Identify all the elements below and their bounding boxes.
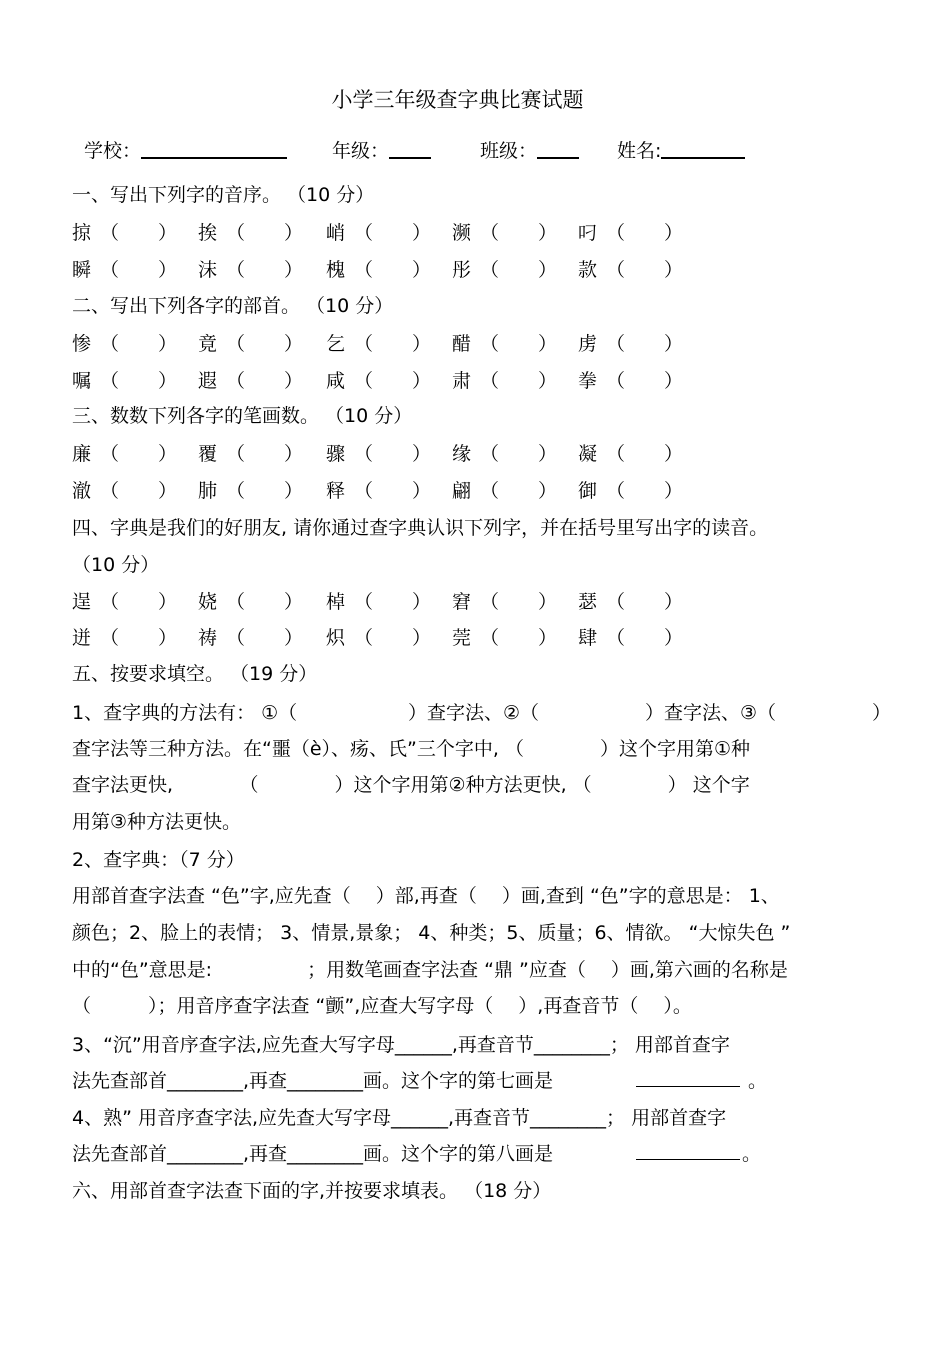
grade-blank[interactable] [389, 139, 431, 159]
answer-blank[interactable]: （ [354, 443, 374, 465]
answer-blank[interactable]: （ [100, 259, 120, 281]
name-blank[interactable] [661, 139, 745, 159]
q2-heading: 2、查字典：（7 分） [72, 849, 245, 871]
character: 槐 [326, 259, 346, 281]
answer-blank[interactable]: （ [480, 333, 500, 355]
answer-blank-close: ） [538, 259, 558, 281]
answer-blank[interactable]: （ [100, 627, 120, 649]
character: 凝 [578, 443, 598, 465]
answer-blank[interactable]: （ [226, 333, 246, 355]
character: 嘱 [72, 370, 92, 392]
answer-item [72, 476, 177, 503]
character: 肆 [578, 627, 598, 649]
answer-item [198, 366, 303, 393]
character: 醋 [452, 333, 472, 355]
character: 释 [326, 480, 346, 502]
answer-blank-close: ） [284, 591, 304, 613]
answer-blank[interactable]: （ [100, 443, 120, 465]
answer-blank-close: ） [158, 333, 178, 355]
answer-blank[interactable]: （ [606, 259, 626, 281]
character: 肃 [452, 370, 472, 392]
answer-blank-close: ） [158, 480, 178, 502]
answer-blank-close: ） [158, 627, 178, 649]
q4-line-2 [72, 1139, 792, 1167]
q4-line-1: 4、熟” 用音序查字法,应先查大写字母______,再查音节________； 用部首查字 [72, 1107, 727, 1129]
answer-blank[interactable]: （ [354, 370, 374, 392]
answer-item [198, 476, 303, 503]
q1-line-2: 查字法等三种方法。在“噩（è）、疡、氏”三个字中, （ ）这个字用第①种 [72, 738, 750, 760]
character: 莞 [452, 627, 472, 649]
character: 御 [578, 480, 598, 502]
name-label: 姓名: [617, 140, 662, 162]
answer-item [72, 587, 177, 614]
answer-item [452, 218, 557, 245]
character: 挨 [198, 222, 218, 244]
section-3-row-2 [72, 476, 772, 506]
answer-blank[interactable]: （ [354, 259, 374, 281]
character: 澈 [72, 480, 92, 502]
answer-item [578, 366, 683, 393]
answer-blank[interactable]: （ [226, 627, 246, 649]
answer-blank[interactable]: （ [100, 333, 120, 355]
answer-blank-close: ） [284, 222, 304, 244]
answer-blank-close: ） [664, 627, 684, 649]
answer-item [578, 255, 683, 282]
answer-blank[interactable]: （ [100, 591, 120, 613]
character: 迸 [72, 627, 92, 649]
answer-item [578, 218, 683, 245]
answer-blank-close: ） [538, 591, 558, 613]
answer-item [452, 329, 557, 356]
q2-line-3: 中的“色”意思是: ；用数笔画查字法查 “鼎 ”应查（ ）画,第六画的名称是 [72, 959, 788, 981]
answer-item [198, 439, 303, 466]
section-1-row-2 [72, 255, 772, 285]
answer-blank-close: ） [284, 480, 304, 502]
character: 濒 [452, 222, 472, 244]
answer-blank-close: ） [412, 591, 432, 613]
answer-blank-close: ） [412, 222, 432, 244]
answer-item [452, 623, 557, 650]
character: 翩 [452, 480, 472, 502]
section-3-row-1 [72, 439, 772, 469]
character: 竟 [198, 333, 218, 355]
q2-line-2: 颜色；2、脸上的表情； 3、情景,景象； 4、种类；5、质量；6、情欲。 “大惊失色 ” [72, 922, 791, 944]
answer-item [72, 329, 177, 356]
character: 叼 [578, 222, 598, 244]
answer-blank[interactable]: （ [606, 591, 626, 613]
class-field [480, 136, 579, 163]
page-title: 小学三年级查字典比赛试题 [331, 88, 584, 112]
q2-line-1: 用部首查字法查 “色”字,应先查（ ）部,再查（ ）画,查到 “色”字的意思是： 1、 [72, 885, 780, 907]
answer-item [198, 218, 303, 245]
name-field [617, 136, 745, 163]
answer-blank[interactable]: （ [226, 480, 246, 502]
answer-blank[interactable]: （ [354, 627, 374, 649]
answer-item [326, 587, 431, 614]
character: 乞 [326, 333, 346, 355]
grade-label: 年级： [332, 140, 390, 162]
answer-item [198, 587, 303, 614]
answer-blank[interactable]: （ [226, 443, 246, 465]
answer-item [578, 623, 683, 650]
answer-blank[interactable]: （ [226, 259, 246, 281]
section-2-row-2 [72, 366, 772, 396]
answer-blank-close: ） [664, 370, 684, 392]
section-1-row-1 [72, 218, 772, 248]
q3-line-2-text: 法先查部首________,再查________画。这个字的第七画是 [72, 1070, 554, 1092]
class-label: 班级： [480, 140, 538, 162]
answer-item [578, 476, 683, 503]
answer-blank-close: ） [412, 333, 432, 355]
answer-blank[interactable]: （ [480, 591, 500, 613]
answer-item [72, 439, 177, 466]
answer-blank[interactable]: （ [606, 333, 626, 355]
answer-blank-close: ） [412, 443, 432, 465]
grade-field [332, 136, 431, 163]
answer-item [72, 255, 177, 282]
answer-blank-close: ） [664, 333, 684, 355]
answer-blank[interactable]: （ [226, 222, 246, 244]
answer-blank-close: ） [284, 259, 304, 281]
character: 肺 [198, 480, 218, 502]
answer-blank[interactable]: （ [606, 370, 626, 392]
character: 缘 [452, 443, 472, 465]
answer-item [452, 255, 557, 282]
q1-method-3-close: ） [872, 702, 892, 724]
answer-blank[interactable]: （ [226, 591, 246, 613]
answer-blank[interactable]: （ [606, 443, 626, 465]
answer-blank[interactable]: （ [480, 443, 500, 465]
character: 掠 [72, 222, 92, 244]
answer-blank-close: ） [412, 370, 432, 392]
q1-line-4: 用第③种方法更快。 [72, 811, 242, 833]
character: 拳 [578, 370, 598, 392]
character: 彤 [452, 259, 472, 281]
q3-line-2-end: 。 [748, 1070, 768, 1092]
answer-blank-close: ） [158, 222, 178, 244]
answer-item [72, 218, 177, 245]
answer-item [326, 366, 431, 393]
answer-blank-close: ） [158, 259, 178, 281]
answer-blank-close: ） [158, 591, 178, 613]
character: 廉 [72, 443, 92, 465]
answer-blank-close: ） [158, 370, 178, 392]
answer-blank-close: ） [538, 443, 558, 465]
answer-item [198, 329, 303, 356]
character: 炽 [326, 627, 346, 649]
character: 咸 [326, 370, 346, 392]
character: 虏 [578, 333, 598, 355]
answer-blank[interactable]: （ [480, 370, 500, 392]
answer-item [72, 623, 177, 650]
school-label: 学校： [84, 140, 142, 162]
answer-item [326, 329, 431, 356]
answer-blank[interactable]: （ [480, 480, 500, 502]
answer-blank-close: ） [664, 443, 684, 465]
character: 覆 [198, 443, 218, 465]
answer-blank-close: ） [412, 480, 432, 502]
answer-blank[interactable]: （ [354, 591, 374, 613]
q3-line-2 [72, 1066, 792, 1094]
character: 惨 [72, 333, 92, 355]
answer-blank[interactable]: （ [480, 222, 500, 244]
section-3-heading: 三、数数下列各字的笔画数。 （10 分） [72, 405, 413, 427]
answer-item [326, 623, 431, 650]
character: 沫 [198, 259, 218, 281]
character: 窘 [452, 591, 472, 613]
character: 骤 [326, 443, 346, 465]
q4-line-2-end: 。 [742, 1143, 762, 1165]
answer-blank-close: ） [284, 443, 304, 465]
q4-line-2-text: 法先查部首________,再查________画。这个字的第八画是 [72, 1143, 554, 1165]
answer-item [198, 255, 303, 282]
answer-item [198, 623, 303, 650]
answer-item [452, 587, 557, 614]
answer-blank-close: ） [412, 259, 432, 281]
answer-item [578, 439, 683, 466]
q3-line-1: 3、“沉”用音序查字法,应先查大写字母______,再查音节________； 用部首查字 [72, 1034, 730, 1056]
answer-blank-close: ） [664, 222, 684, 244]
answer-blank-close: ） [412, 627, 432, 649]
character: 逞 [72, 591, 92, 613]
answer-item [326, 476, 431, 503]
q1-method-2-text: ）查字法、②（ [408, 702, 540, 724]
class-blank[interactable] [537, 139, 579, 159]
answer-blank[interactable]: （ [606, 627, 626, 649]
answer-blank-close: ） [158, 443, 178, 465]
answer-item [578, 329, 683, 356]
section-2-heading: 二、写出下列各字的部首。 （10 分） [72, 295, 394, 317]
q4-stroke-blank[interactable] [636, 1139, 740, 1160]
answer-blank-close: ） [284, 370, 304, 392]
section-4-row-1 [72, 587, 772, 617]
answer-blank-close: ） [538, 480, 558, 502]
answer-item [326, 255, 431, 282]
q1-line-3: 查字法更快, （ ）这个字用第②种方法更快, （ ） 这个字 [72, 774, 750, 796]
answer-item [72, 366, 177, 393]
section-2-row-1 [72, 329, 772, 359]
answer-blank-close: ） [538, 222, 558, 244]
answer-blank[interactable]: （ [226, 370, 246, 392]
q3-stroke-blank[interactable] [636, 1066, 740, 1087]
answer-blank-close: ） [284, 627, 304, 649]
answer-blank[interactable]: （ [354, 222, 374, 244]
section-5-heading: 五、按要求填空。 （19 分） [72, 663, 318, 685]
answer-item [452, 439, 557, 466]
section-6-heading: 六、用部首查字法查下面的字,并按要求填表。 （18 分） [72, 1180, 552, 1202]
section-1-heading: 一、写出下列字的音序。 （10 分） [72, 184, 375, 206]
answer-item [452, 476, 557, 503]
q1-line-1 [72, 698, 892, 726]
q1-method-3-text: ）查字法、③（ [645, 702, 777, 724]
answer-blank-close: ） [538, 333, 558, 355]
character: 娆 [198, 591, 218, 613]
section-4-heading-score: （10 分） [72, 554, 160, 576]
answer-blank-close: ） [664, 591, 684, 613]
answer-blank[interactable]: （ [606, 480, 626, 502]
q2-line-4: （ ）；用音序查字法查 “颤”,应查大写字母（ ）,再查音节（ ）。 [72, 995, 692, 1017]
answer-item [326, 439, 431, 466]
section-4-row-2 [72, 623, 772, 653]
student-info-line [0, 136, 950, 166]
answer-blank[interactable]: （ [100, 370, 120, 392]
answer-blank-close: ） [664, 480, 684, 502]
answer-blank[interactable]: （ [606, 222, 626, 244]
answer-item [578, 587, 683, 614]
answer-blank-close: ） [664, 259, 684, 281]
answer-blank[interactable]: （ [354, 480, 374, 502]
school-blank[interactable] [141, 139, 287, 159]
q1-method-1-text: 1、查字典的方法有： ①（ [72, 702, 298, 724]
answer-blank[interactable]: （ [100, 480, 120, 502]
answer-blank[interactable]: （ [480, 627, 500, 649]
answer-blank[interactable]: （ [354, 333, 374, 355]
answer-item [326, 218, 431, 245]
character: 瑟 [578, 591, 598, 613]
answer-blank-close: ） [538, 370, 558, 392]
answer-blank-close: ） [284, 333, 304, 355]
character: 祷 [198, 627, 218, 649]
answer-blank[interactable]: （ [480, 259, 500, 281]
character: 遐 [198, 370, 218, 392]
character: 棹 [326, 591, 346, 613]
character: 峭 [326, 222, 346, 244]
character: 款 [578, 259, 598, 281]
section-4-heading: 四、字典是我们的好朋友, 请你通过查字典认识下列字，并在括号里写出字的读音。 [72, 517, 769, 539]
answer-item [452, 366, 557, 393]
school-field [84, 136, 287, 163]
answer-blank-close: ） [538, 627, 558, 649]
answer-blank[interactable]: （ [100, 222, 120, 244]
character: 瞬 [72, 259, 92, 281]
